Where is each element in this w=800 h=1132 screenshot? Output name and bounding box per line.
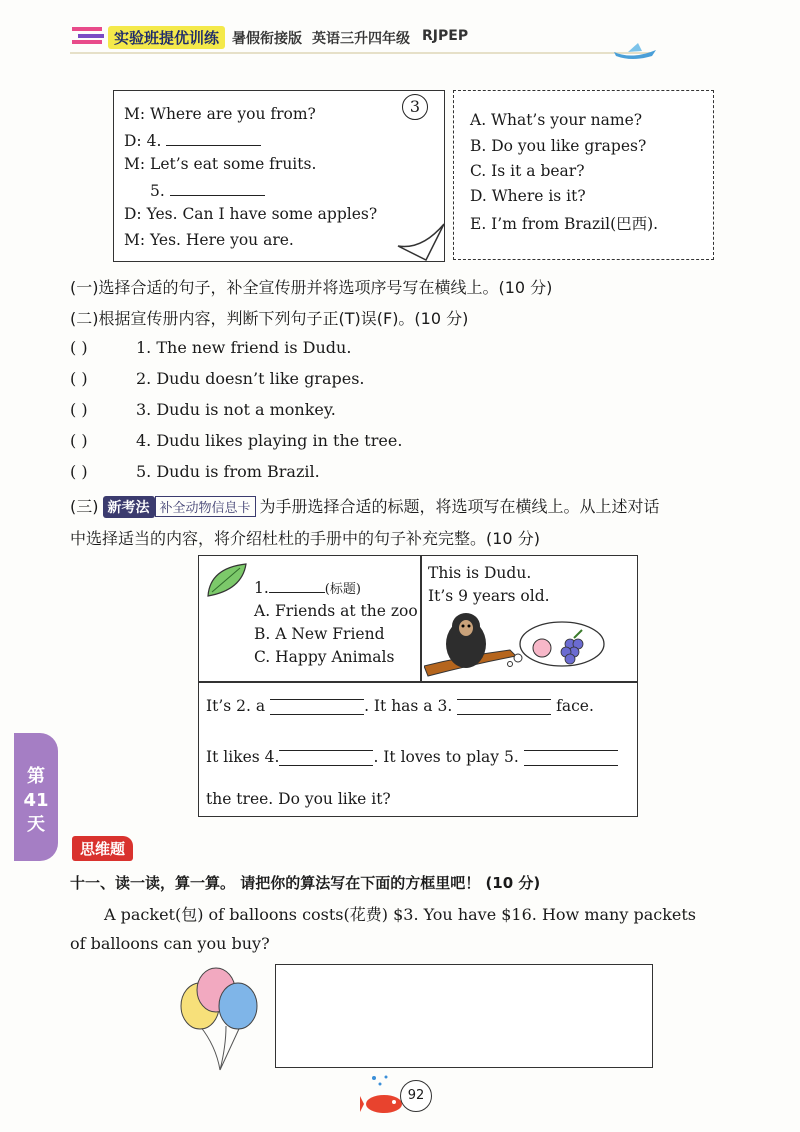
blank-5[interactable]: [170, 181, 265, 196]
monkey-illustration: [424, 606, 632, 680]
option-b: B. Do you like grapes?: [470, 137, 647, 155]
blank-3[interactable]: [457, 699, 551, 715]
card-sentence-1: It’s 2. a . It has a 3. face.: [206, 697, 594, 715]
page-number: 92: [400, 1080, 432, 1112]
dialog-number: 3: [402, 94, 428, 120]
balloons-illustration: [176, 966, 266, 1076]
part3-instruction-line1: (三) 新考法 补全动物信息卡 为手册选择合适的标题，将选项写在横线上。从上述对话: [70, 497, 660, 516]
title-choice-c: C. Happy Animals: [254, 648, 395, 666]
blank-4[interactable]: [166, 131, 261, 146]
tf-item: ( ) 3. Dudu is not a monkey.: [70, 400, 336, 419]
card-intro-2: It’s 9 years old.: [428, 587, 550, 605]
blank-card-5[interactable]: [524, 750, 618, 766]
leaf-icon: [204, 560, 250, 600]
tf-item: ( ) 5. Dudu is from Brazil.: [70, 462, 320, 481]
edition-label: 暑假衔接版: [232, 31, 302, 47]
blank-2[interactable]: [270, 699, 364, 715]
answer-box[interactable]: [275, 964, 653, 1068]
card-sentence-3: the tree. Do you like it?: [206, 790, 391, 808]
dialog-line-5: D: Yes. Can I have some apples?: [124, 205, 378, 223]
card-divider-h: [198, 681, 638, 683]
title-blank[interactable]: [269, 580, 325, 593]
options-box: [453, 90, 714, 260]
tf-item: ( ) 2. Dudu doesn’t like grapes.: [70, 369, 365, 388]
q11-text-line1: A packet(包) of balloons costs(花费) $3. You have $16. How many packets: [104, 905, 697, 924]
card-intro-1: This is Dudu.: [428, 564, 532, 582]
subject-label: 英语三升四年级: [312, 31, 410, 47]
title-choice-b: B. A New Friend: [254, 625, 385, 643]
dialog-line-2: D: 4.: [124, 131, 261, 150]
logo-icon: [70, 24, 110, 46]
part1-instruction: (一)选择合适的句子，补全宣传册并将选项序号写在横线上。(10 分): [70, 278, 553, 297]
version-label: RJPEP: [422, 28, 469, 44]
thinking-question-label: 思维题: [72, 836, 133, 861]
option-c: C. Is it a bear?: [470, 162, 585, 180]
page-fold-icon: [396, 222, 446, 262]
dialog-line-4: 5.: [150, 181, 265, 200]
dialog-line-6: M: Yes. Here you are.: [124, 231, 294, 249]
option-d: D. Where is it?: [470, 187, 586, 205]
option-e: E. I’m from Brazil(巴西).: [470, 215, 659, 233]
option-a: A. What’s your name?: [470, 111, 643, 129]
tf-item: ( ) 1. The new friend is Dudu.: [70, 338, 352, 357]
q11-text-line2: of balloons can you buy?: [70, 934, 270, 953]
new-method-badge: 新考法: [103, 496, 155, 518]
boat-icon: [612, 40, 658, 62]
card-sentence-2: It likes 4. . It loves to play 5.: [206, 748, 618, 766]
brand-title: 实验班提优训练: [108, 26, 225, 49]
blank-card-4[interactable]: [279, 750, 373, 766]
card-divider-v: [420, 555, 422, 682]
dialog-line-3: M: Let’s eat some fruits.: [124, 155, 317, 173]
dialog-line-1: M: Where are you from?: [124, 105, 316, 123]
info-card-badge: 补全动物信息卡: [155, 496, 256, 517]
part3-instruction-line2: 中选择适当的内容，将介绍杜杜的手册中的句子补充完整。(10 分): [70, 529, 540, 548]
title-choice-a: A. Friends at the zoo: [254, 602, 418, 620]
day-side-tab: 第 41 天: [14, 733, 58, 861]
header-divider: [70, 52, 650, 54]
part2-instruction: (二)根据宣传册内容，判断下列句子正(T)误(F)。(10 分): [70, 309, 469, 328]
tf-item: ( ) 4. Dudu likes playing in the tree.: [70, 431, 403, 450]
card-title-line: 1. (标题): [254, 579, 361, 597]
q11-title: 十一、读一读，算一算。 请把你的算法写在下面的方框里吧！ (10 分): [70, 874, 541, 892]
